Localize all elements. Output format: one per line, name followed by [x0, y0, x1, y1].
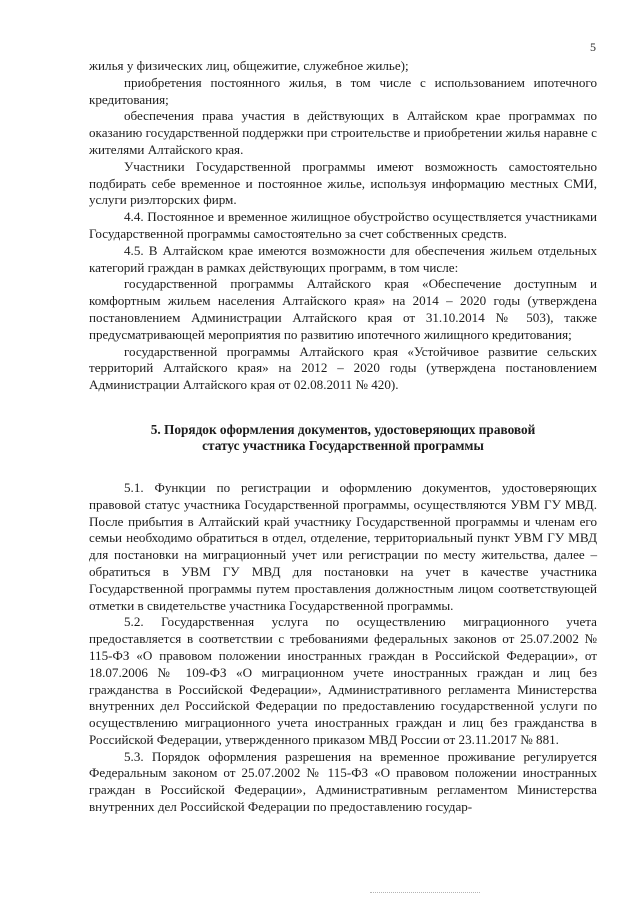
section-heading-line: статус участника Государственной программы — [202, 438, 484, 454]
scan-artifact — [370, 888, 480, 893]
paragraph-list-item: обеспечения права участия в действующих в Алтайском крае программах по оказанию государственной поддержки при строительстве и приобретении жилья наравне с жителями Алтайского края. — [89, 108, 597, 157]
paragraph-clause-5-1: 5.1. Функции по регистрации и оформлению документов, удостоверяющих правовой статус участника Государственной программы, осуществляются УВМ ГУ МВД. После прибытия в Алтайский край участнику Государственной программы и членам его семьи необходимо обратиться в отдел, отделение, территориальный пункт УВМ ГУ МВД для постановки на миграционный учет или регистрации по месту жительства, далее – обратиться в УВМ ГУ МВД для постановки на учет в качестве участника Государственной программы путем проставления должностным лицом соответствующей отметки в свидетельстве участника Государственной программы. — [89, 479, 597, 613]
paragraph-clause-5-3: 5.3. Порядок оформления разрешения на временное проживание регулируется Федеральным законом от 25.07.2002 № 115-ФЗ «О правовом положении иностранных граждан в Российской Федерации», Административным регламентом Министерства внутренних дел Российской Федерации по предоставлению государ- — [89, 748, 597, 815]
document-body — [89, 58, 597, 816]
paragraph-clause-4-5: 4.5. В Алтайском крае имеются возможности для обеспечения жильем отдельных категорий граждан в рамках действующих программ, в том числе: — [89, 242, 597, 275]
paragraph: Участники Государственной программы имеют возможность самостоятельно подбирать себе временное и постоянное жилье, используя информацию местных СМИ, услуги риэлторских фирм. — [89, 158, 597, 208]
page-number: 5 — [590, 40, 596, 54]
paragraph-clause-5-2: 5.2. Государственная услуга по осуществлению миграционного учета предоставляется в соответствии с требованиями федеральных законов от 25.07.2002 № 115-ФЗ «О правовом положении иностранных граждан в Российской Федерации», от 18.07.2006 № 109-ФЗ «О миграционном учете иностранных граждан и лиц без гражданства в Российской Федерации», Административного регламента Министерства внутренних дел Российской Федерации по предоставлению государственной услуги по осуществлению миграционного учета иностранных граждан и лиц без гражданства в Российской Федерации, утвержденного приказом МВД России от 23.11.2017 № 881. — [89, 614, 597, 747]
paragraph-list-item: государственной программы Алтайского края «Устойчивое развитие сельских территорий Алтайского края» на 2012 – 2020 годы (утверждена постановлением Администрации Алтайского края от 02.08.2011 № 420). — [89, 343, 597, 393]
section-heading-line: 5. Порядок оформления документов, удостоверяющих правовой — [150, 421, 536, 437]
paragraph-clause-4-4: 4.4. Постоянное и временное жилищное обустройство осуществляется участниками Государственной программы самостоятельно за счет собственных средств. — [89, 209, 597, 241]
paragraph-list-item: приобретения постоянного жилья, в том числе с использованием ипотечного кредитования; — [89, 74, 597, 107]
paragraph-list-item: государственной программы Алтайского края «Обеспечение доступным и комфортным жильем населения Алтайского края» на 2014 – 2020 годы (утверждена постановлением Администрации Алтайского края от 31.10.2014 № 503), также предусматривающей мероприятия по развитию ипотечного жилищного кредитования; — [89, 276, 597, 342]
paragraph-continuation: жилья у физических лиц, общежитие, служебное жилье); — [89, 58, 409, 73]
section-heading — [89, 422, 597, 455]
